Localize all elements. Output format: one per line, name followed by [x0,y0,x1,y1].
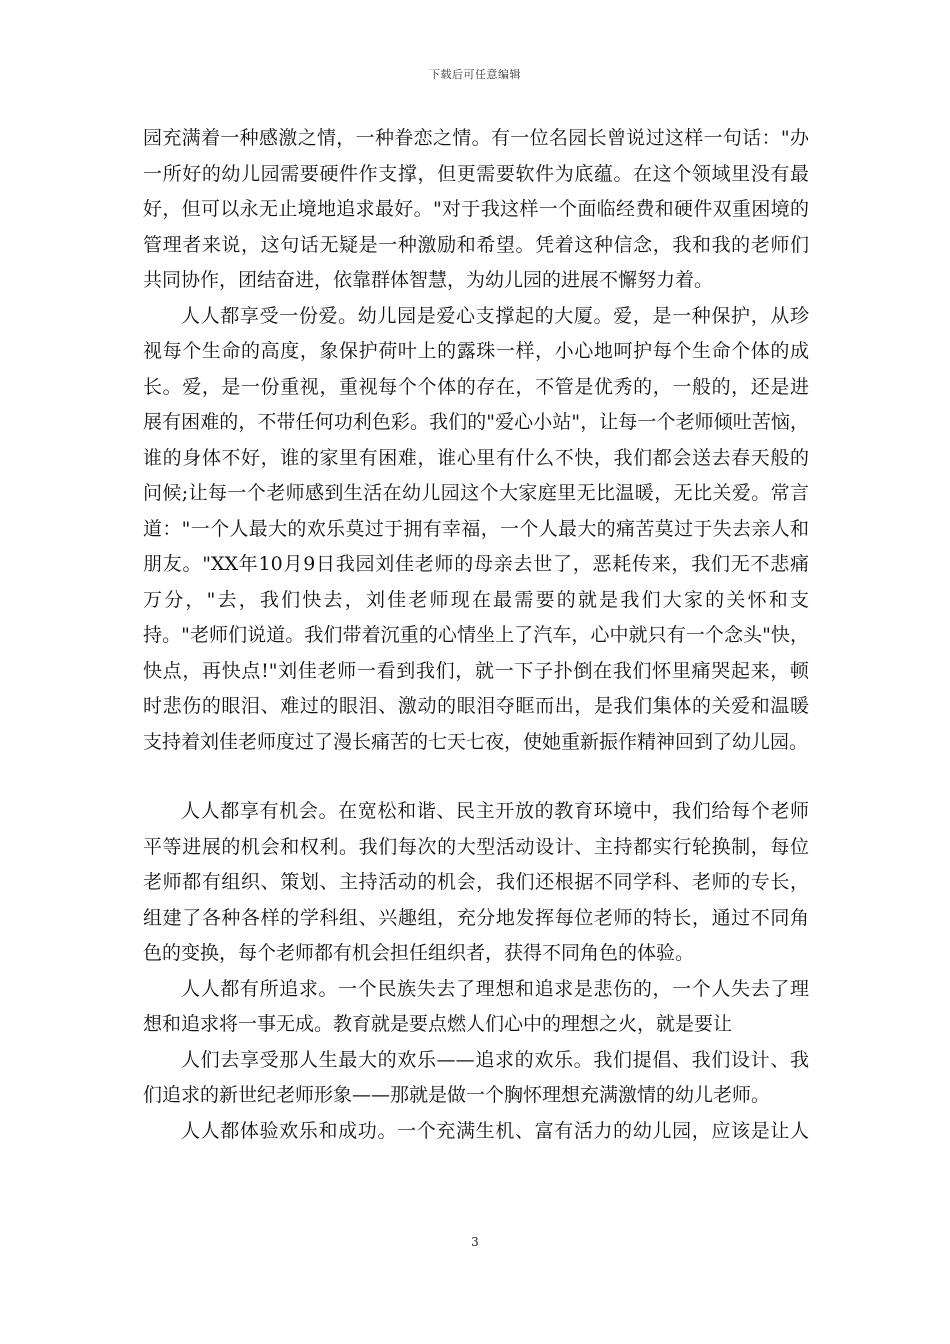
text-line: 谁的身体不好，谁的家里有困难，谁心里有什么不快，我们都会送去春天般的 [143,446,809,469]
page-header: 下载后可任意编辑 [429,68,521,81]
paragraph [143,1043,809,1114]
text-line: 人们去享受那人生最大的欢乐——追求的欢乐。我们提倡、我们设计、我 [181,1048,809,1071]
text-line: 问候;让每一个老师感到生活在幼儿园这个大家庭里无比温暖，无比关爱。常言 [143,482,809,504]
document-body [143,121,809,1149]
text-line: 人人都享受一份爱。幼儿园是爱心支撑起的大厦。爱，是一种保护，从珍 [181,304,809,327]
text-line: 人人都体验欢乐和成功。一个充满生机、富有活力的幼儿园，应该是让人 [181,1119,809,1142]
paragraph [143,1114,809,1150]
paragraph-gap [143,760,809,794]
paragraph [143,794,809,972]
text-line: 想和追求将一事无成。教育就是要点燃人们心中的理想之火，就是要让 [143,1013,733,1035]
paragraph [143,972,809,1043]
text-line: 组建了各种各样的学科组、兴趣组，充分地发挥每位老师的特长，通过不同角 [143,906,809,929]
text-line: 万分，"去，我们快去，刘佳老师现在最需要的就是我们大家的关怀和支 [143,588,809,611]
text-line: 长。爱，是一份重视，重视每个个体的存在，不管是优秀的，一般的，还是进 [143,375,809,398]
text-line: 色的变换，每个老师都有机会担任组织者，获得不同角色的体验。 [143,942,695,964]
paragraph [143,121,809,299]
text-line: 人人都享有机会。在宽松和谐、民主开放的教育环境中，我们给每个老师 [181,800,809,822]
text-line: 道："一个人最大的欢乐莫过于拥有幸福，一个人最大的痛苦莫过于失去亲人和 [143,517,809,540]
paragraph [143,299,809,761]
text-line: 人人都有所追求。一个民族失去了理想和追求是悲伤的，一个人失去了理 [181,977,809,1000]
text-line: 支持着刘佳老师度过了漫长痛苦的七天七夜，使她重新振作精神回到了幼儿园。 [143,730,809,753]
text-line: 快点，再快点!"刘佳老师一看到我们，就一下子扑倒在我们怀里痛哭起来，顿 [143,659,809,682]
page-number: 3 [471,1235,479,1249]
text-line: 展有困难的，不带任何功利色彩。我们的"爱心小站"，让每一个老师倾吐苦恼， [143,411,809,433]
text-line: 持。"老师们说道。我们带着沉重的心情坐上了汽车，心中就只有一个念头"快， [143,624,809,646]
text-line: 共同协作，团结奋进，依靠群体智慧，为幼儿园的进展不懈努力着。 [143,269,714,291]
text-line: 老师都有组织、策划、主持活动的机会，我们还根据不同学科、老师的专长， [143,871,809,893]
text-line: 朋友。"XX年10月9日我园刘佳老师的母亲去世了，恶耗传来，我们无不悲痛 [143,553,809,575]
text-line: 一所好的幼儿园需要硬件作支撑，但更需要软件为底蕴。在这个领域里没有最 [143,162,809,185]
text-line: 平等进展的机会和权利。我们每次的大型活动设计、主持都实行轮换制，每位 [143,835,809,858]
text-line: 们追求的新世纪老师形象——那就是做一个胸怀理想充满激情的幼儿老师。 [143,1084,771,1106]
text-line: 园充满着一种感激之情，一种眷恋之情。有一位名园长曾说过这样一句话："办 [143,127,809,149]
text-line: 视每个生命的高度，象保护荷叶上的露珠一样，小心地呵护每个生命个体的成 [143,340,809,362]
text-line: 时悲伤的眼泪、难过的眼泪、激动的眼泪夺眶而出，是我们集体的关爱和温暖 [143,695,809,717]
text-line: 好，但可以永无止境地追求最好。"对于我这样一个面临经费和硬件双重困境的 [143,198,809,220]
text-line: 管理者来说，这句话无疑是一种激励和希望。凭着这种信念，我和我的老师们 [143,233,809,256]
